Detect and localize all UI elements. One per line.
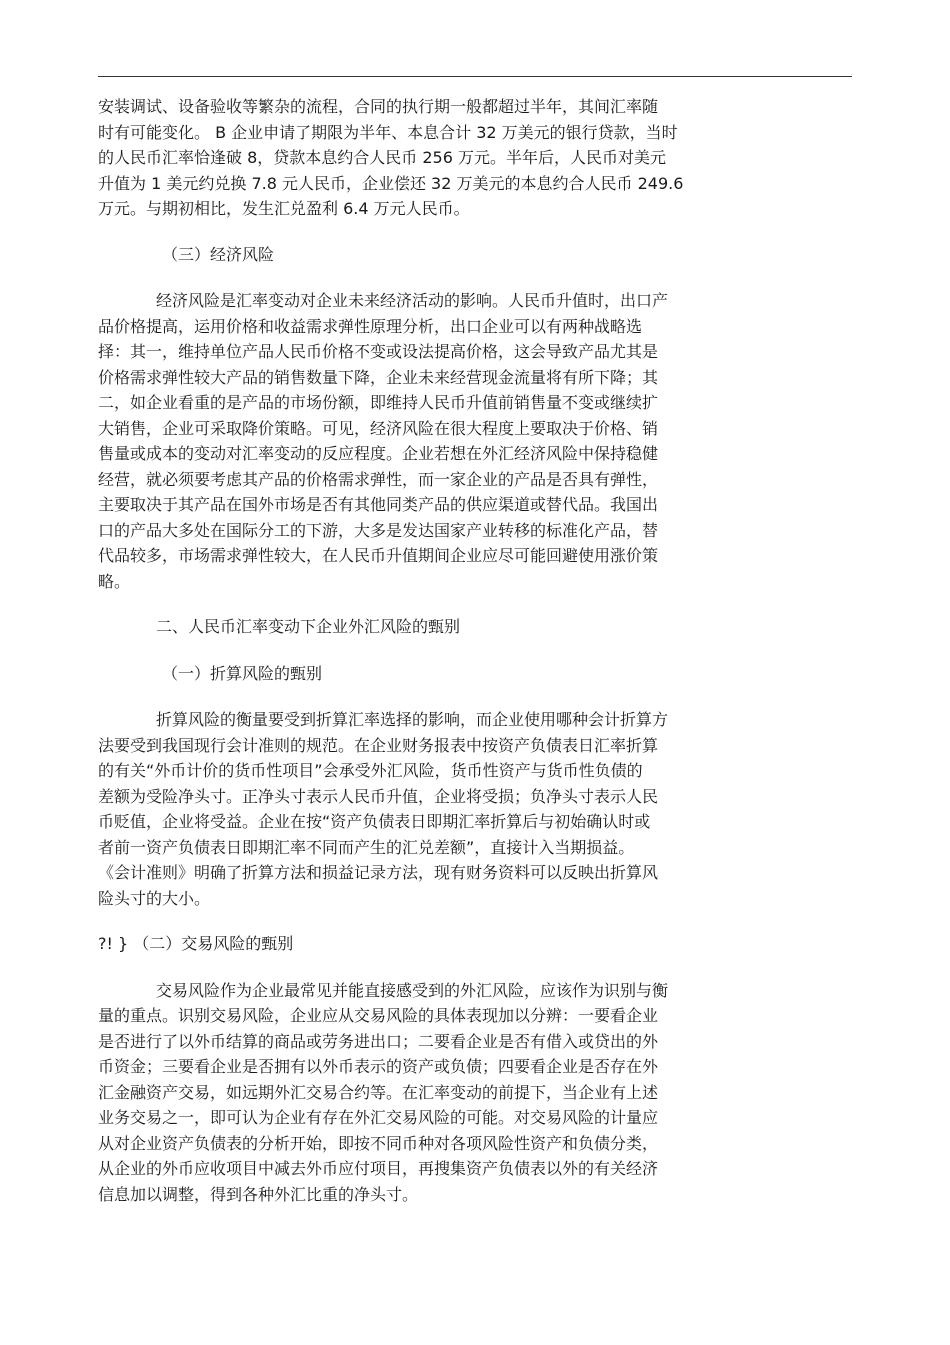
text-line: 量的重点。识别交易风险，企业应从交易风险的具体表现加以分辨：一要看企业 xyxy=(98,1006,659,1025)
text-line: 差额为受险净头寸。正净头寸表示人民币升值，企业将受损；负净头寸表示人民 xyxy=(98,786,659,806)
text-line: 升值为 1 美元约兑换 7.8 元人民币，企业偿还 32 万美元的本息约合人民币 249.6 xyxy=(98,173,684,193)
text-line: 略。 xyxy=(98,571,131,591)
text-line: 安装调试、设备验收等繁杂的流程，合同的执行期一般都超过半年，其间汇率随 xyxy=(98,97,659,116)
text-line: 法要受到我国现行会计准则的规范。在企业财务报表中按资产负债表日汇率折算 xyxy=(98,735,659,755)
text-line: 二、人民币汇率变动下企业外汇风险的甄别 xyxy=(156,617,461,636)
header-rule xyxy=(98,76,852,77)
text-line: 万元。与期初相比，发生汇兑盈利 6.4 万元人民币。 xyxy=(98,199,470,218)
text-line: 币资金；三要看企业是否拥有以外币表示的资产或负债；四要看企业是否存在外 xyxy=(98,1057,659,1076)
text-line: 代品较多，市场需求弹性较大，在人民币升值期间企业应尽可能回避使用涨价策 xyxy=(98,546,659,565)
text-line: 主要取决于其产品在国外市场是否有其他同类产品的供应渠道或替代品。我国出 xyxy=(98,495,659,514)
section-heading xyxy=(98,614,798,640)
text-line: 择：其一，维持单位产品人民币价格不变或设法提高价格，这会导致产品尤其是 xyxy=(98,342,659,361)
text-line: 品价格提高，运用价格和收益需求弹性原理分析，出口企业可以有两种战略选 xyxy=(98,316,643,336)
text-line: 折算风险的衡量要受到折算汇率选择的影响，而企业使用哪种会计折算方 xyxy=(156,710,669,729)
text-line: 大销售，企业可采取降价策略。可见，经济风险在很大程度上要取决于价格、销 xyxy=(98,418,659,438)
text-line: 时有可能变化。 B 企业申请了期限为半年、本息合计 32 万美元的银行贷款，当时 xyxy=(98,122,678,142)
text-line: 是否进行了以外币结算的商品或劳务进出口；二要看企业是否有借入或贷出的外 xyxy=(98,1031,659,1051)
text-line: 币贬值，企业将受益。企业在按“资产负债表日即期汇率折算后与初始确认时或 xyxy=(98,812,651,831)
text-line: 险头寸的大小。 xyxy=(98,888,211,908)
text-line: （一）折算风险的甄别 xyxy=(162,663,323,683)
paragraph xyxy=(98,707,798,911)
text-line: 从企业的外币应收项目中减去外币应付项目，再搜集资产负债表以外的有关经济 xyxy=(98,1159,659,1178)
text-line: 口的产品大多处在国际分工的下游，大多是发达国家产业转移的标准化产品，替 xyxy=(98,520,659,540)
paragraph xyxy=(98,94,798,222)
text-line: 《会计准则》明确了折算方法和损益记录方法，现有财务资料可以反映出折算风 xyxy=(98,863,659,882)
text-line: 从对企业资产负债表的分析开始，即按不同币种对各项风险性资产和负债分类， xyxy=(98,1133,659,1153)
paragraph xyxy=(98,978,798,1208)
text-line: 价格需求弹性较大产品的销售数量下降，企业未来经营现金流量将有所下降；其 xyxy=(98,367,659,387)
subsection-heading xyxy=(98,661,798,687)
text-line: 的有关“外币计价的货币性项目”会承受外汇风险，货币性资产与货币性负债的 xyxy=(98,761,643,780)
text-line: 二，如企业看重的是产品的市场份额，即维持人民币升值前销售量不变或继续扩 xyxy=(98,393,659,412)
paragraph xyxy=(98,288,798,594)
text-line: 者前一资产负债表日即期汇率不同而产生的汇兑差额”，直接计入当期损益。 xyxy=(98,837,635,857)
subsection-heading xyxy=(98,931,798,957)
text-line: 经营，就必须要考虑其产品的价格需求弹性，而一家企业的产品是否具有弹性， xyxy=(98,469,659,489)
subsection-heading xyxy=(98,242,798,268)
text-line: 经济风险是汇率变动对企业未来经济活动的影响。人民币升值时，出口产 xyxy=(156,291,669,310)
text-line: 的人民币汇率恰逢破 8，贷款本息约合人民币 256 万元。半年后，人民币对美元 xyxy=(98,148,666,167)
text-line: 业务交易之一，即可认为企业有存在外汇交易风险的可能。对交易风险的计量应 xyxy=(98,1108,659,1127)
text-line: 交易风险作为企业最常见并能直接感受到的外汇风险，应该作为识别与衡 xyxy=(156,980,669,1000)
text-line: ?! } （二）交易风险的甄别 xyxy=(98,934,294,953)
text-line: 信息加以调整，得到各种外汇比重的净头寸。 xyxy=(98,1184,419,1204)
text-line: （三）经济风险 xyxy=(162,244,275,264)
text-line: 售量或成本的变动对汇率变动的反应程度。企业若想在外汇经济风险中保持稳健 xyxy=(98,444,659,463)
document-body xyxy=(98,94,798,1227)
text-line: 汇金融资产交易，如远期外汇交易合约等。在汇率变动的前提下，当企业有上述 xyxy=(98,1082,659,1102)
